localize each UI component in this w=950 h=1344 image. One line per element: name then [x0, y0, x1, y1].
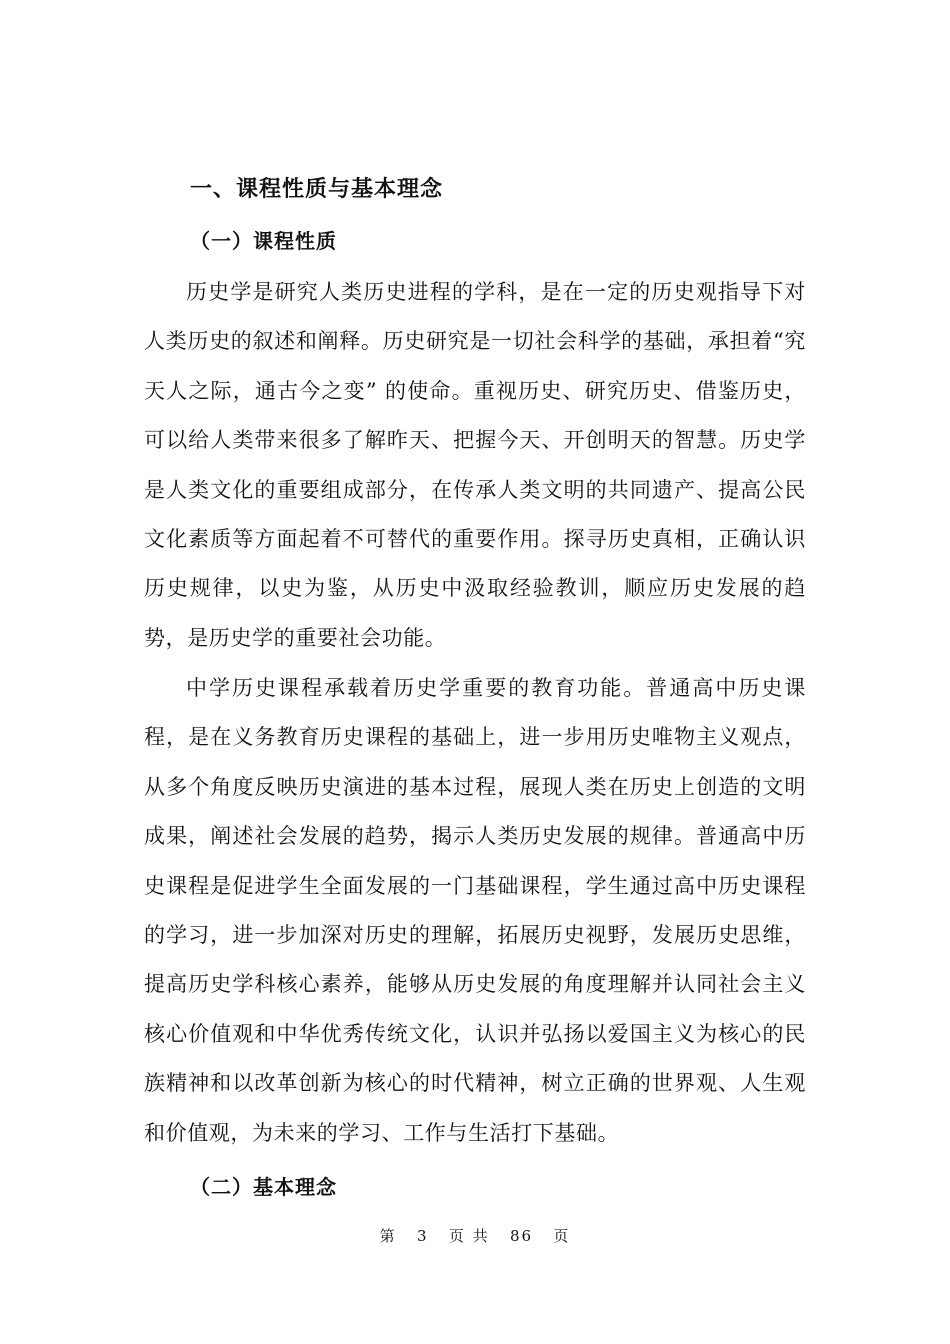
- section-title: 一、课程性质与基本理念: [190, 176, 444, 202]
- footer-total-pages: 86: [509, 1227, 534, 1245]
- footer-middle: 页 共: [448, 1227, 490, 1245]
- footer-suffix: 页: [553, 1227, 571, 1245]
- page-footer: [0, 1224, 950, 1248]
- footer-prefix: 第: [379, 1227, 397, 1245]
- subsection-title-course-nature: （一）课程性质: [190, 229, 337, 253]
- paragraph-history-discipline: 历史学是研究人类历史进程的学科，是在一定的历史观指导下对人类历史的叙述和阐释。历史研究是一切社会科学的基础，承担着“究天人之际，通古今之变” 的使命。重视历史、研究历史、借鉴历史，可以给人类带来很多了解昨天、把握今天、开创明天的智慧。历史学是人类文化的重要组成部分，在传承人类文明的共同遗产、提高公民文化素质等方面起着不可替代的重要作用。探寻历史真相，正确认识历史规律，以史为鉴，从历史中汲取经验教训，顺应历史发展的趋势，是历史学的重要社会功能。: [144, 280, 806, 650]
- footer-current-page: 3: [416, 1227, 429, 1245]
- subsection-title-basic-concept: （二）基本理念: [190, 1175, 337, 1199]
- paragraph-high-school-history-course: 中学历史课程承载着历史学重要的教育功能。普通高中历史课程，是在义务教育历史课程的基础上，进一步用历史唯物主义观点，从多个角度反映历史演进的基本过程，展现人类在历史上创造的文明成果，阐述社会发展的趋势，揭示人类历史发展的规律。普通高中历史课程是促进学生全面发展的一门基础课程，学生通过高中历史课程的学习，进一步加深对历史的理解，拓展历史视野，发展历史思维，提高历史学科核心素养，能够从历史发展的角度理解并认同社会主义核心价值观和中华优秀传统文化，认识并弘扬以爱国主义为核心的民族精神和以改革创新为核心的时代精神，树立正确的世界观、人生观和价值观，为未来的学习、工作与生活打下基础。: [144, 676, 806, 1145]
